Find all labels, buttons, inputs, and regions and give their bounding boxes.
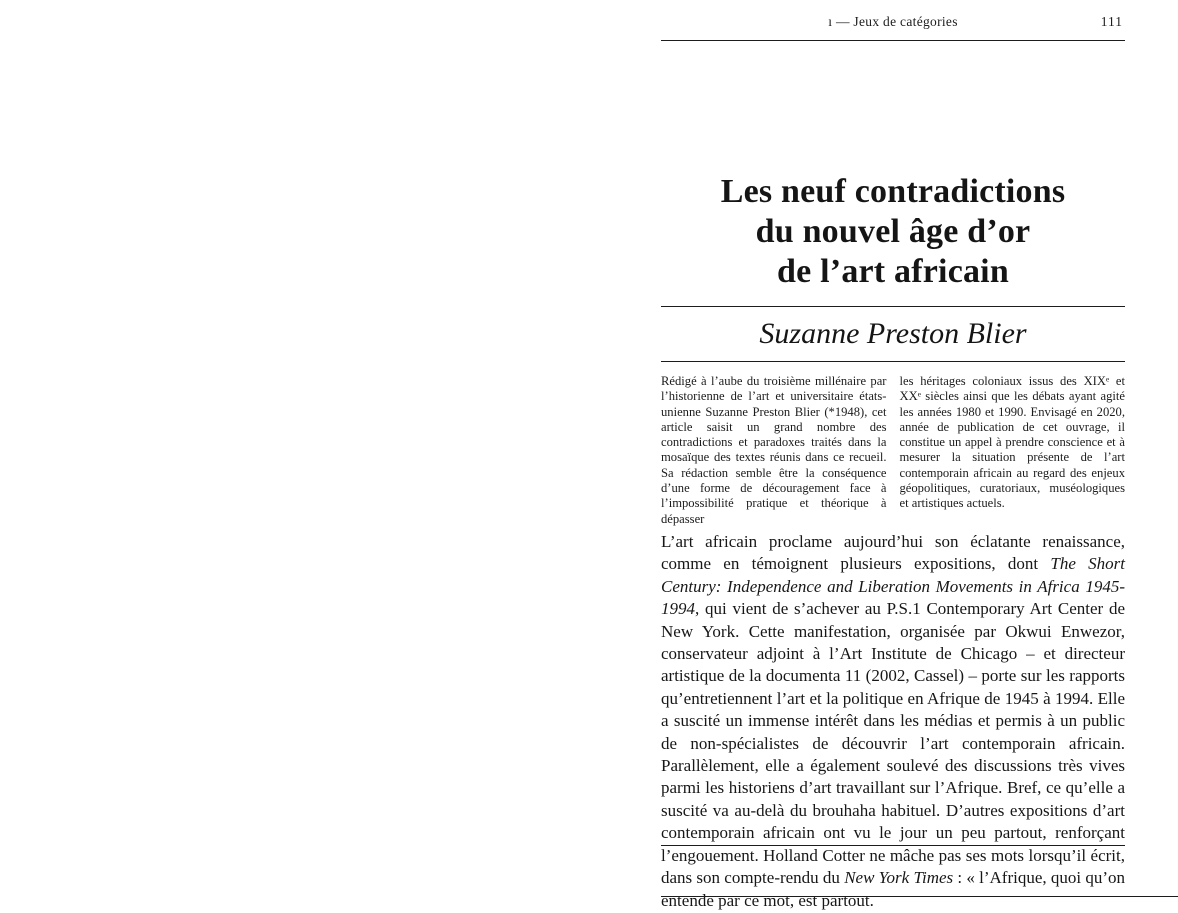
introduction-columns bbox=[661, 374, 1125, 527]
author-name: Suzanne Preston Blier bbox=[759, 317, 1027, 350]
title-line-3: de l’art africain bbox=[777, 253, 1009, 290]
chapter-title bbox=[661, 172, 1125, 292]
body-paragraph: L’art africain proclame aujourd’hui son éclatante renaissance, comme en témoignent plusieurs expositions, dont The Short Century: Independence and Liberation Movements in Africa 1945-1994, qui vient de s’achever au P.S.1 Contemporary Art Center de New York. Cette manifestation, organisée par Okwui Enwezor, conservateur adjoint à l’Art Institute de Chicago – et directeur artistique de la documenta 11 (2002, Cassel) – porte sur les rapports qu’entretiennent l’art et la politique en Afrique de 1945 à 1994. Elle a suscité un immense intérêt dans les médias et permis à un public de non-spécialistes de découvrir l’art contemporain africain. Parallèlement, elle a également soulevé des discussions très vives parmi les historiens d’art travaillant sur l’Afrique. Bref, ce qu’elle a suscité va au-delà du brouhaha habituel. D’autres expositions d’art contemporain africain ont vu le jour un peu partout, renforçant l’engouement. Holland Cotter ne mâche pas ses mots lorsqu’il écrit, dans son compte-rendu du New York Times : « l’Afrique, quoi qu’on entende par ce mot, est partout. bbox=[661, 532, 1126, 910]
intro-right-column: les héritages coloniaux issus des XIXᵉ et XXᵉ siècles ainsi que les débats ayant agité les années 1980 et 1990. Envisagé en 2020, année de publication de cet ouvrage, il constitue un appel à prendre conscience et à mesurer la situation présente de l’art contemporain africain au regard des enjeux géopolitiques, curatoriaux, muséologiques et artistiques actuels. bbox=[899, 374, 1125, 511]
footer-rule bbox=[661, 845, 1125, 846]
header-rule bbox=[661, 40, 1125, 41]
title-line-1: Les neuf contradictions bbox=[720, 173, 1066, 210]
author-rule bbox=[661, 361, 1125, 362]
title-rule bbox=[661, 306, 1125, 307]
page-header bbox=[661, 14, 1125, 30]
intro-left-column: Rédigé à l’aube du troisième millénaire par l’historienne de l’art et universitaire états-unienne Suzanne Preston Blier (*1948), cet article saisit un grand nombre des contradictions et paradoxes traités dans la mosaïque des textes réunis dans ce recueil. Sa rédaction semble être la conséquence d’une forme de découragement face à l’impossibilité pratique et théorique à dépasser bbox=[661, 374, 887, 526]
running-header: ı — Jeux de catégories bbox=[828, 14, 958, 29]
title-line-2: du nouvel âge d’or bbox=[755, 213, 1031, 250]
book-page bbox=[661, 0, 1125, 913]
page-number: 111 bbox=[1100, 14, 1123, 29]
bottom-edge-rule bbox=[661, 896, 1178, 897]
